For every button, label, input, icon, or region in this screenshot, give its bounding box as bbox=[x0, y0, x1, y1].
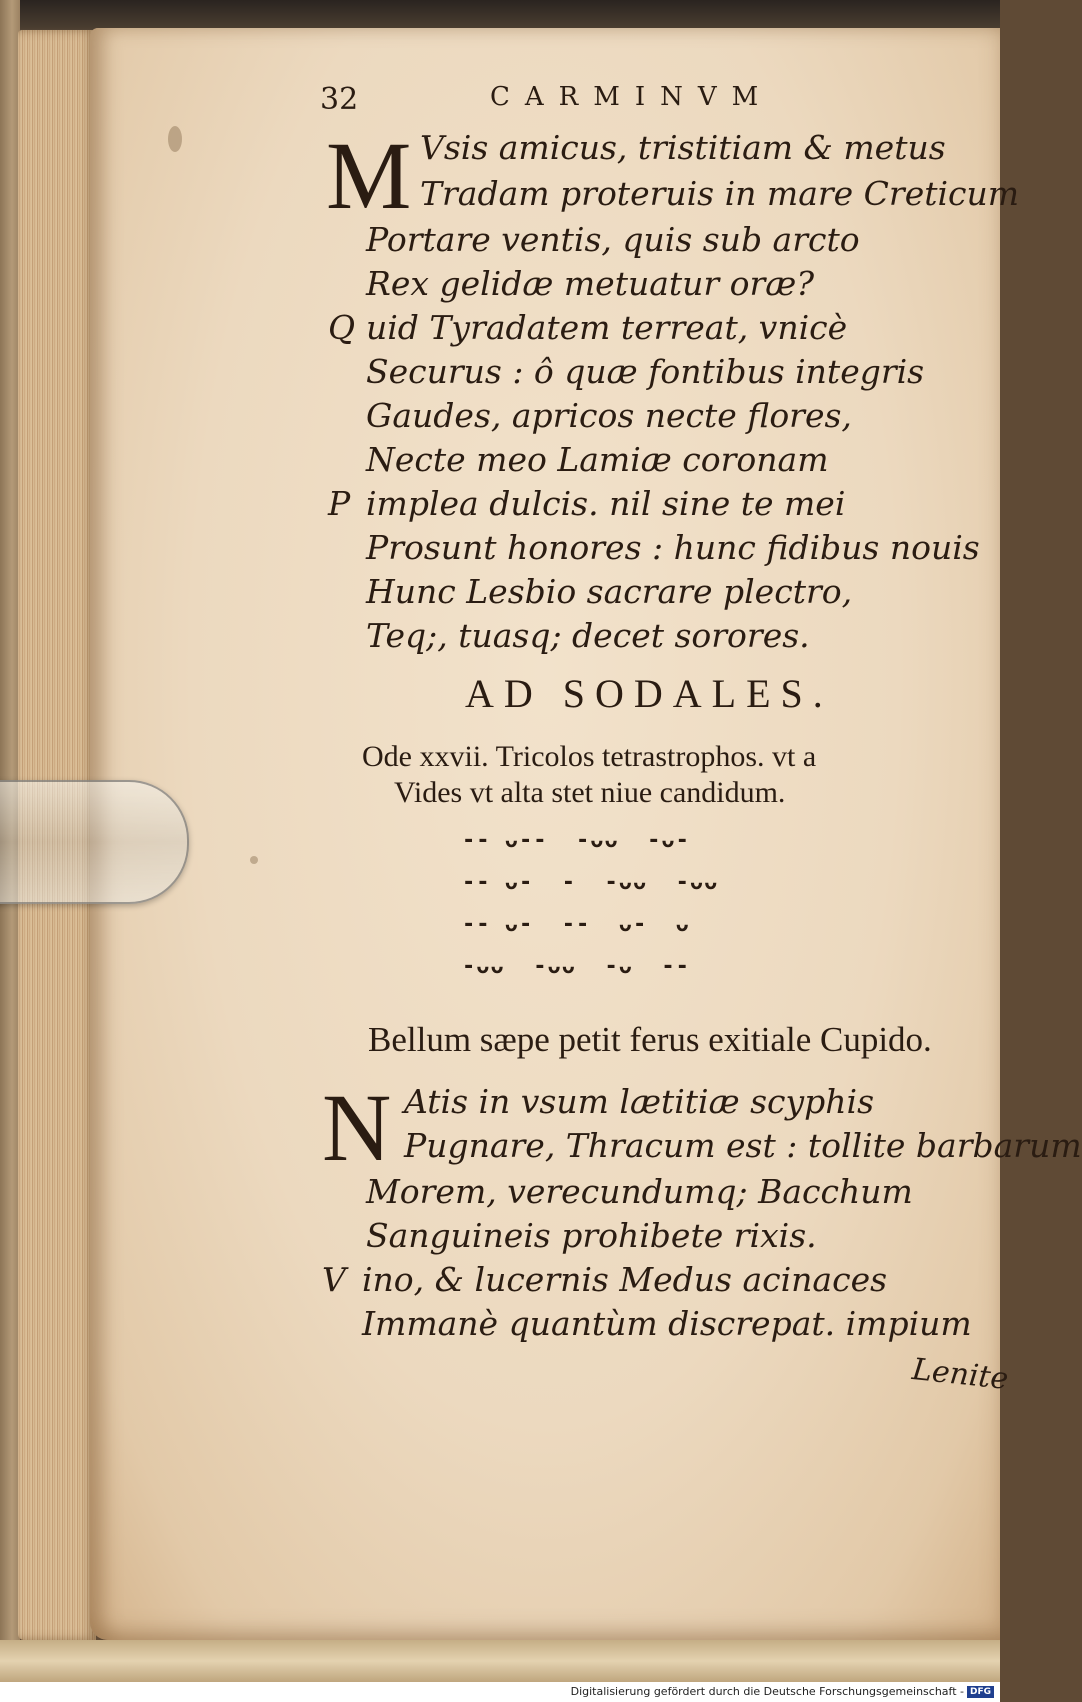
dfg-logo: DFG bbox=[967, 1686, 994, 1698]
stanza-initial: P bbox=[328, 484, 351, 523]
ode-title: AD SODALES. bbox=[465, 671, 833, 716]
ode-motto: Bellum sæpe petit ferus exitiale Cupido. bbox=[368, 1020, 932, 1059]
stanza-initial: Q bbox=[328, 308, 356, 347]
ode-note: Vides vt alta stet niue candidum. bbox=[394, 776, 786, 809]
stanza-initial: V bbox=[322, 1260, 346, 1299]
catchword: Lenite bbox=[910, 1352, 1010, 1397]
page-number: 32 bbox=[320, 82, 359, 117]
verse-line: Sanguineis prohibete rixis. bbox=[366, 1216, 817, 1255]
verse-line: Immanè quantùm discrepat. impium bbox=[362, 1304, 972, 1343]
verse-line: uid Tyradatem terreat, vnicè bbox=[366, 308, 848, 347]
metrical-scheme-line: -ᴗᴗ -ᴗᴗ -ᴗ -- bbox=[462, 954, 690, 979]
verse-line: Teq;, tuasq; decet sorores. bbox=[366, 616, 810, 655]
digitization-footer bbox=[0, 1682, 1000, 1702]
ink-spot bbox=[168, 126, 182, 152]
verse-line: Morem, verecundumq; Bacchum bbox=[366, 1172, 913, 1211]
metrical-scheme-line: -- ᴗ- -- ᴗ- ᴗ bbox=[462, 912, 690, 937]
footer-credit: Digitalisierung gefördert durch die Deutsche Forschungsgemeinschaft - bbox=[570, 1685, 964, 1698]
verse-line: Portare ventis, quis sub arcto bbox=[366, 220, 860, 259]
verse-line: Necte meo Lamiæ coronam bbox=[366, 440, 829, 479]
verse-line: Pugnare, Thracum est : tollite barbarum bbox=[404, 1126, 1082, 1165]
metrical-scheme-line: -- ᴗ- - -ᴗᴗ -ᴗᴗ bbox=[462, 870, 719, 895]
scan-background-bottom bbox=[0, 1640, 1000, 1682]
metrical-scheme-line: -- ᴗ-- -ᴗᴗ -ᴗ- bbox=[462, 828, 690, 853]
verse-line: Gaudes, apricos necte flores, bbox=[366, 396, 852, 435]
verse-line: Atis in vsum lætitiæ scyphis bbox=[404, 1082, 875, 1121]
verse-line: Tradam proteruis in mare Creticum bbox=[420, 174, 1020, 213]
glass-page-holder bbox=[0, 780, 189, 904]
verse-line: implea dulcis. nil sine te mei bbox=[366, 484, 846, 523]
verse-line: Rex gelidæ metuatur oræ? bbox=[366, 264, 815, 303]
ode-note: Ode xxvii. Tricolos tetrastrophos. vt a bbox=[362, 740, 817, 773]
verse-line: Prosunt honores : hunc fidibus nouis bbox=[366, 528, 980, 567]
verse-line: Vsis amicus, tristitiam & metus bbox=[420, 128, 946, 167]
verse-line: Hunc Lesbio sacrare plectro, bbox=[366, 572, 853, 611]
drop-cap: N bbox=[322, 1074, 392, 1181]
running-title: CARMINVM bbox=[490, 82, 774, 112]
drop-cap: M bbox=[326, 122, 412, 229]
verse-line: Securus : ô quæ fontibus integris bbox=[366, 352, 925, 391]
ink-spot bbox=[250, 856, 258, 864]
verse-line: ino, & lucernis Medus acinaces bbox=[362, 1260, 888, 1299]
